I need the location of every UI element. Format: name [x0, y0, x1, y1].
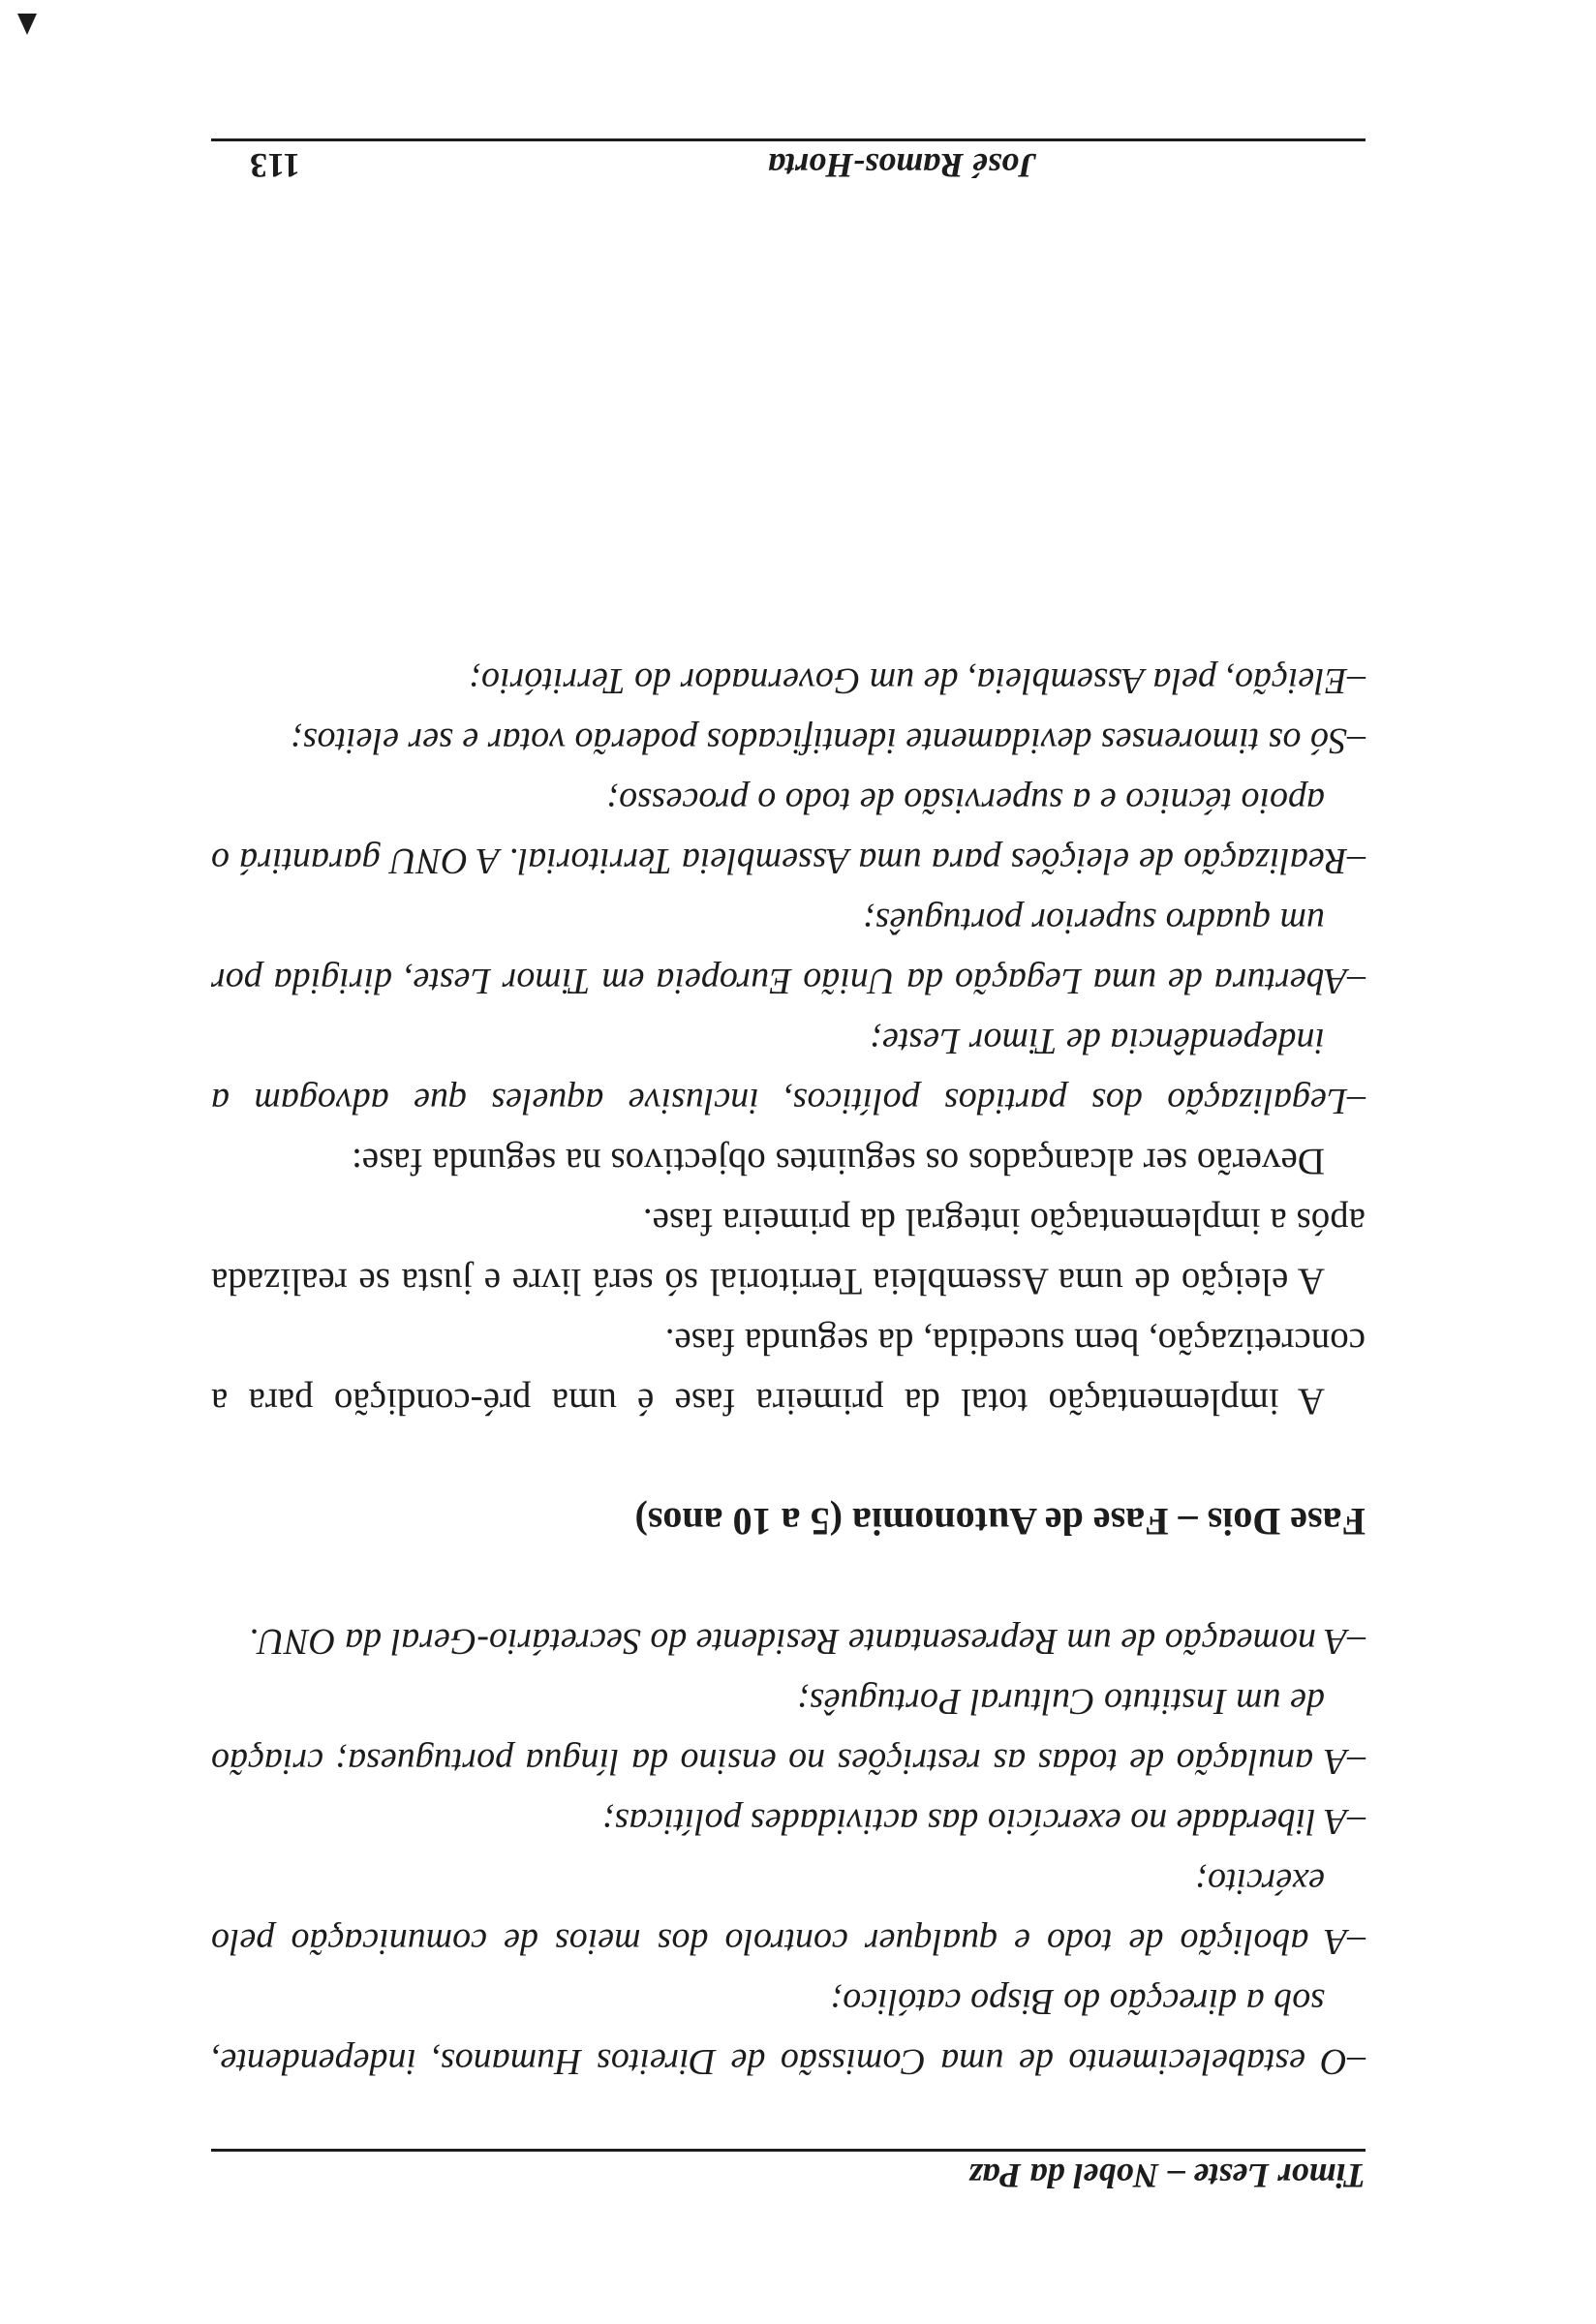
list-item: –A abolição de todo e qualquer controlo dos meios de comunicação pelo exército;: [211, 1861, 1366, 1962]
spacer: [211, 1551, 1366, 1611]
list-item: –O estabelecimento de uma Comissão de Direitos Humanos, independente, sob a direcção do Bispo católico;: [211, 1981, 1366, 2082]
list-dash: –: [1347, 1801, 1366, 1842]
paragraph: A implementação total da primeira fase é uma pré-condição para a concretização, bem sucedida, da segunda fase.: [211, 1321, 1366, 1422]
running-header: [211, 2149, 1366, 2196]
list-dash: –: [1347, 660, 1366, 701]
list-item: –A liberdade no exercício das actividades políticas;: [602, 1801, 1366, 1842]
corner-mark-icon: [17, 14, 37, 35]
running-footer: [211, 138, 1366, 186]
footer-author: José Ramos-Horta: [767, 146, 1036, 185]
list-item: –A nomeação de um Representante Residente do Secretário-Geral da ONU.: [248, 1621, 1366, 1662]
list-dash: –: [1347, 1921, 1366, 1962]
paragraph: A eleição de uma Assembleia Territorial só será livre e justa se realizada após a implementação integral da primeira fase.: [211, 1201, 1366, 1302]
paragraph: Deverão ser alcançados os seguintes objectivos na segunda fase:: [352, 1141, 1325, 1182]
list-dash: –: [1347, 961, 1366, 1001]
spacer: [211, 1431, 1366, 1491]
list-dash: –: [1347, 1081, 1366, 1121]
list-dash: –: [1347, 841, 1366, 881]
list-dash: –: [1347, 2041, 1366, 2082]
section-heading: Fase Dois – Fase de Autonomia (5 a 10 anos): [634, 1500, 1366, 1544]
list-item: –A anulação de todas as restrições no ensino da língua portuguesa; criação de um Instituto Cultural Português;: [211, 1681, 1366, 1782]
list-item: –Eleição, pela Assembleia, de um Governador do Território;: [469, 660, 1366, 701]
list-dash: –: [1347, 720, 1366, 761]
list-item: –Legalização dos partidos políticos, inclusive aqueles que advogam a independência de Timor Leste;: [211, 1021, 1366, 1121]
list-item: –Abertura de uma Legação da União Europeia em Timor Leste, dirigida por um quadro superior português;: [211, 901, 1366, 1001]
list-dash: –: [1347, 1621, 1366, 1662]
page-number: 113: [250, 146, 301, 185]
running-title: Timor Leste – Nobel da Paz: [968, 2156, 1366, 2195]
list-item: –Realização de eleições para uma Assembleia Territorial. A ONU garantirá o apoio técnico e a supervisão de todo o processo;: [211, 780, 1366, 881]
list-item: –Só os timorenses devidamente identificados poderão votar e ser eleitos;: [291, 720, 1366, 761]
page-body: [211, 651, 1366, 2092]
list-dash: –: [1347, 1741, 1366, 1782]
